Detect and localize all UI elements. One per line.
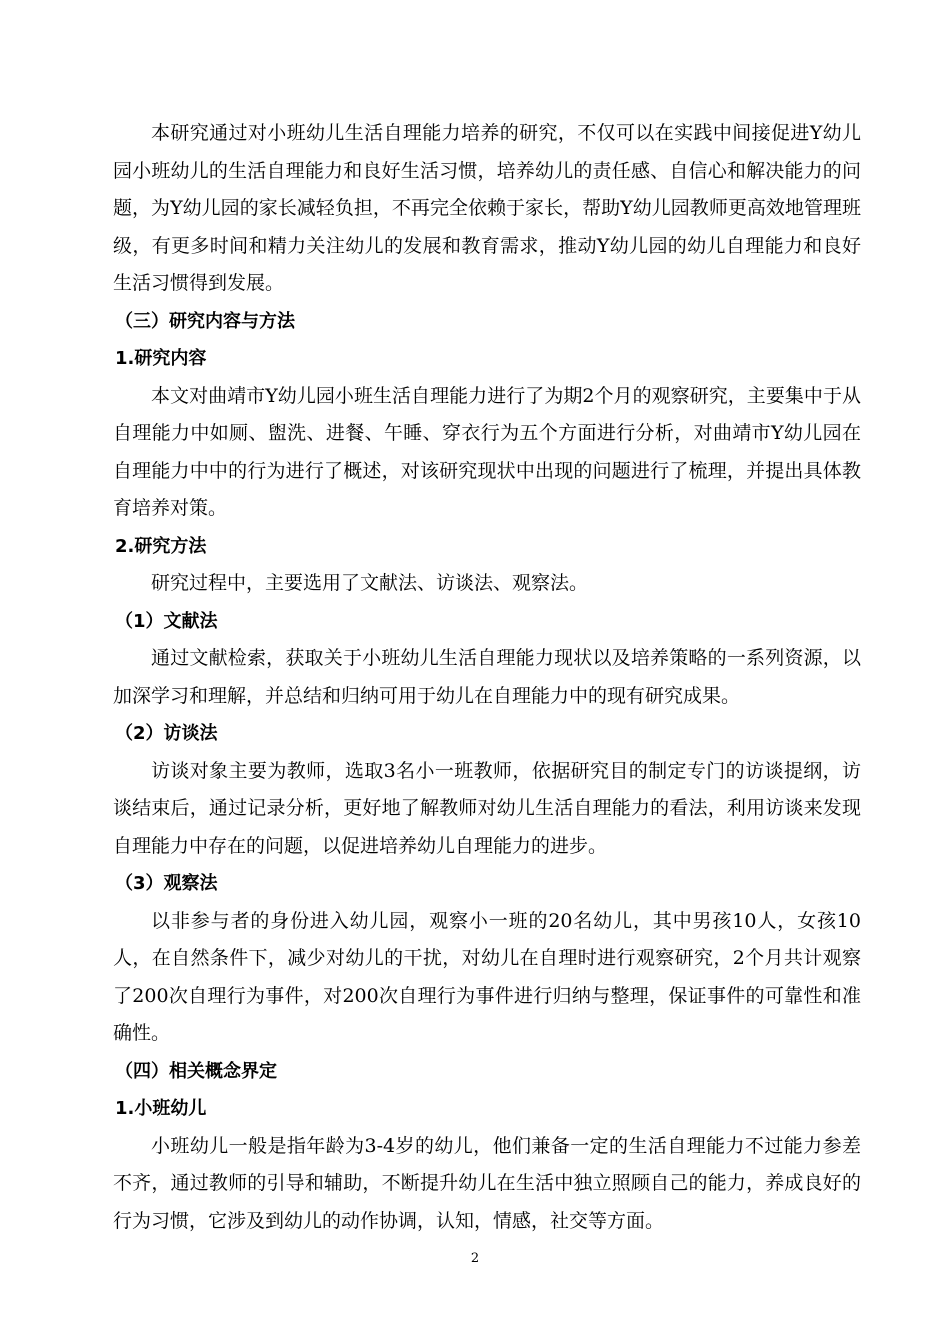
paragraph-significance: 本研究通过对小班幼儿生活自理能力培养的研究，不仅可以在实践中间接促进Y幼儿园小班幼儿的生活自理能力和良好生活习惯，培养幼儿的责任感、自信心和解决能力的问题，为Y幼儿园的家长减轻负担，不再完全依赖于家长，帮助Y幼儿园教师更高效地管理班级，有更多时间和精力关注幼儿的发展和教育需求，推动Y幼儿园的幼儿自理能力和良好生活习惯得到发展。 bbox=[113, 122, 861, 294]
page-number: 2 bbox=[470, 1251, 480, 1266]
page-body bbox=[113, 115, 861, 1240]
subheading-research-method: 2.研究方法 bbox=[115, 535, 207, 557]
subheading-research-content: 1.研究内容 bbox=[115, 348, 207, 369]
paragraph-small-class-children: 小班幼儿一般是指年龄为3-4岁的幼儿，他们兼备一定的生活自理能力不过能力参差不齐，通过教师的引导和辅助，不断提升幼儿在生活中独立照顾自己的能力，养成良好的行为习惯，它涉及到幼儿的动作协调，认知，情感，社交等方面。 bbox=[113, 1134, 861, 1232]
section-heading-concept-definitions: （四）相关概念界定 bbox=[115, 1060, 277, 1082]
subheading-interview-method: （2）访谈法 bbox=[115, 723, 218, 744]
paragraph-literature-method: 通过文献检索，获取关于小班幼儿生活自理能力现状以及培养策略的一系列资源，以加深学习和理解，并总结和归纳可用于幼儿在自理能力中的现有研究成果。 bbox=[113, 647, 861, 707]
section-heading-research-content-method: （三）研究内容与方法 bbox=[115, 310, 295, 332]
subheading-observation-method: （3）观察法 bbox=[115, 873, 218, 894]
paragraph-interview-method: 访谈对象主要为教师，选取3名小一班教师，依据研究目的制定专门的访谈提纲，访谈结束后，通过记录分析，更好地了解教师对幼儿生活自理能力的看法，利用访谈来发现自理能力中存在的问题，以促进培养幼儿自理能力的进步。 bbox=[113, 759, 861, 857]
subheading-literature-method: （1）文献法 bbox=[115, 610, 218, 632]
paragraph-observation-method: 以非参与者的身份进入幼儿园，观察小一班的20名幼儿，其中男孩10人，女孩10人，在自然条件下，减少对幼儿的干扰，对幼儿在自理时进行观察研究，2个月共计观察了200次自理行为事件，对200次自理行为事件进行归纳与整理，保证事件的可靠性和准确性。 bbox=[113, 909, 861, 1044]
subheading-small-class-children: 1.小班幼儿 bbox=[115, 1098, 207, 1119]
paragraph-research-content: 本文对曲靖市Y幼儿园小班生活自理能力进行了为期2个月的观察研究，主要集中于从自理能力中如厕、盥洗、进餐、午睡、穿衣行为五个方面进行分析，对曲靖市Y幼儿园在自理能力中中的行为进行了概述，对该研究现状中出现的问题进行了梳理，并提出具体教育培养对策。 bbox=[113, 384, 861, 519]
paragraph-research-method: 研究过程中，主要选用了文献法、访谈法、观察法。 bbox=[151, 572, 589, 594]
